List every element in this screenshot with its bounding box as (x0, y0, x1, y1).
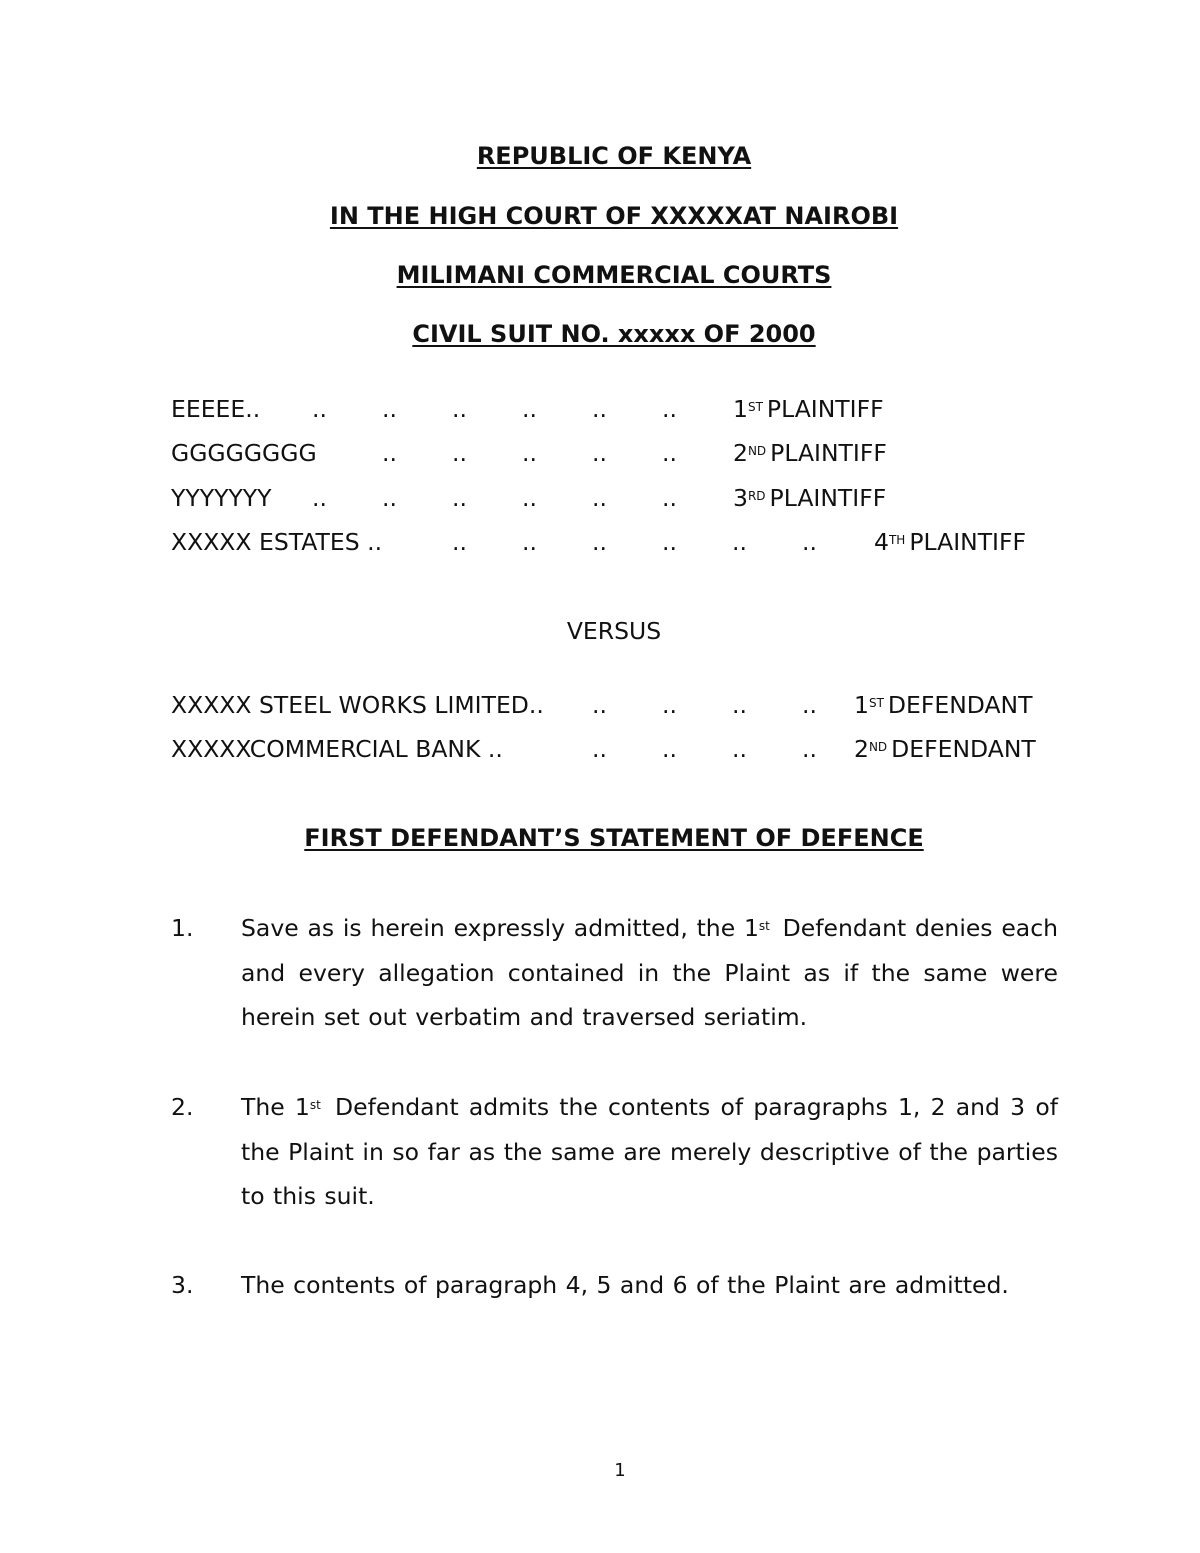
leader-dots: .. (662, 735, 677, 763)
leader-dots: .. (312, 484, 327, 512)
defendant-2-role: 2ND DEFENDANT (854, 735, 1036, 763)
leader-dots: .. (732, 528, 747, 556)
suit-number-heading: CIVIL SUIT NO. xxxxx OF 2000 (412, 320, 816, 348)
plaintiff-1-role: 1ST PLAINTIFF (733, 395, 884, 423)
leader-dots: .. (522, 484, 537, 512)
leader-dots: .. (592, 691, 607, 719)
plaintiff-2-role: 2ND PLAINTIFF (733, 439, 887, 467)
page-number: 1 (614, 1460, 626, 1481)
defendant-2-name: XXXXXCOMMERCIAL BANK .. (171, 735, 503, 763)
paragraph-2-text: The 1st Defendant admits the contents of paragraphs 1, 2 and 3 of the Plaint in so far as the same are merely descriptive of the parties to this suit. (241, 1093, 1058, 1211)
paragraph-3-number: 3. (171, 1271, 194, 1299)
plaintiff-2-name: GGGGGGGG (171, 439, 317, 467)
leader-dots: .. (522, 439, 537, 467)
republic-heading: REPUBLIC OF KENYA (476, 142, 752, 170)
leader-dots: .. (452, 439, 467, 467)
defendant-1-role: 1ST DEFENDANT (854, 691, 1033, 719)
plaintiff-3-name: YYYYYYY (171, 484, 272, 512)
paragraph-1-number: 1. (171, 914, 194, 942)
versus-label: VERSUS (566, 617, 662, 645)
paragraph-3-text: The contents of paragraph 4, 5 and 6 of the Plaint are admitted. (241, 1271, 1009, 1299)
plaintiff-4-name: XXXXX ESTATES .. (171, 528, 383, 556)
paragraph-2-number: 2. (171, 1093, 194, 1121)
plaintiff-1-name: EEEEE.. (171, 395, 261, 423)
leader-dots: .. (452, 395, 467, 423)
division-heading: MILIMANI COMMERCIAL COURTS (396, 261, 832, 289)
leader-dots: .. (382, 395, 397, 423)
leader-dots: .. (732, 691, 747, 719)
leader-dots: .. (382, 484, 397, 512)
leader-dots: .. (522, 528, 537, 556)
leader-dots: .. (592, 439, 607, 467)
leader-dots: .. (802, 735, 817, 763)
paragraph-1-text: Save as is herein expressly admitted, the 1st Defendant denies each and every allegation contained in the Plaint as if the same were herein set out verbatim and traversed seriatim. (241, 914, 1059, 1032)
court-heading: IN THE HIGH COURT OF XXXXXAT NAIROBI (329, 202, 899, 230)
leader-dots: .. (452, 528, 467, 556)
defendant-1-name: XXXXX STEEL WORKS LIMITED.. (171, 691, 544, 719)
leader-dots: .. (592, 484, 607, 512)
leader-dots: .. (382, 439, 397, 467)
leader-dots: .. (522, 395, 537, 423)
leader-dots: .. (802, 528, 817, 556)
leader-dots: .. (592, 528, 607, 556)
plaintiff-4-role: 4TH PLAINTIFF (874, 528, 1027, 556)
leader-dots: .. (312, 395, 327, 423)
leader-dots: .. (662, 484, 677, 512)
leader-dots: .. (592, 735, 607, 763)
leader-dots: .. (732, 735, 747, 763)
leader-dots: .. (592, 395, 607, 423)
leader-dots: .. (662, 395, 677, 423)
leader-dots: .. (662, 528, 677, 556)
plaintiff-3-role: 3RD PLAINTIFF (733, 484, 887, 512)
leader-dots: .. (802, 691, 817, 719)
leader-dots: .. (662, 439, 677, 467)
leader-dots: .. (452, 484, 467, 512)
statement-title: FIRST DEFENDANT’S STATEMENT OF DEFENCE (304, 824, 924, 852)
leader-dots: .. (662, 691, 677, 719)
